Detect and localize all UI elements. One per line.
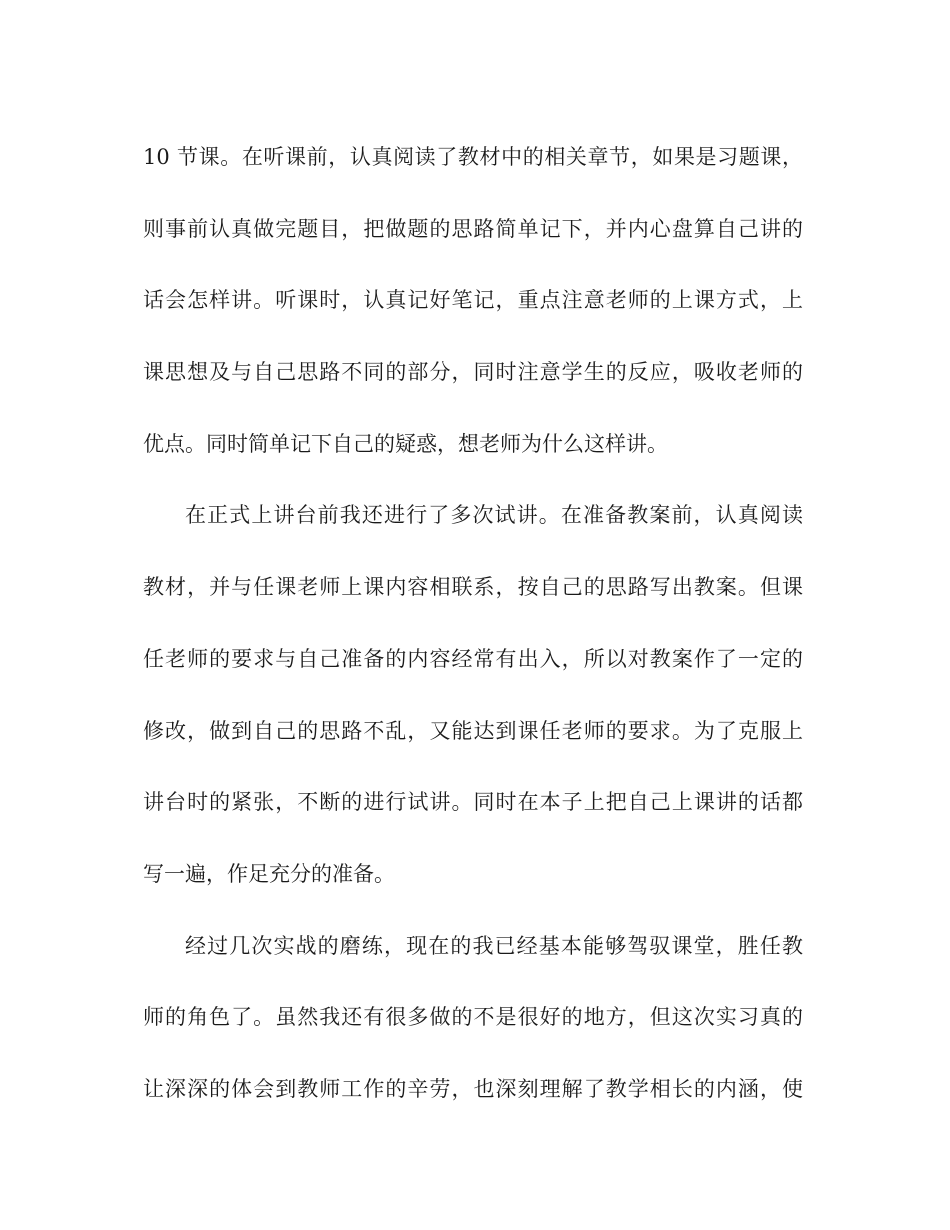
text-line: 写一遍，作足充分的准备。 [143,861,395,886]
text-line: 经过几次实战的磨练，现在的我已经基本能够驾驭课堂，胜任教 [185,933,803,958]
text-line: 修改，做到自己的思路不乱，又能达到课任老师的要求。为了克服上 [143,718,803,743]
text-line: 话会怎样讲。听课时，认真记好笔记，重点注意老师的上课方式，上 [143,288,803,313]
text-line: 师的角色了。虽然我还有很多做的不是很好的地方，但这次实习真的 [143,1005,803,1030]
text-line: 课思想及与自己思路不同的部分，同时注意学生的反应，吸收老师的 [143,360,803,385]
text-line: 优点。同时简单记下自己的疑惑，想老师为什么这样讲。 [143,431,668,456]
body-text [143,122,803,1126]
text-line: 讲台时的紧张，不断的进行试讲。同时在本子上把自己上课讲的话都 [143,790,803,815]
text-line: 则事前认真做完题目，把做题的思路简单记下，并内心盘算自己讲的 [143,216,803,241]
text-line: 教材，并与任课老师上课内容相联系，按自己的思路写出教案。但课 [143,575,803,600]
text-line: 在正式上讲台前我还进行了多次试讲。在准备教案前，认真阅读 [185,503,803,528]
text-line: 10 节课。在听课前，认真阅读了教材中的相关章节，如果是习题课， [143,145,803,169]
text-line: 让深深的体会到教师工作的辛劳，也深刻理解了教学相长的内涵，使 [143,1076,803,1101]
text-line: 任老师的要求与自己准备的内容经常有出入，所以对教案作了一定的 [143,646,803,671]
